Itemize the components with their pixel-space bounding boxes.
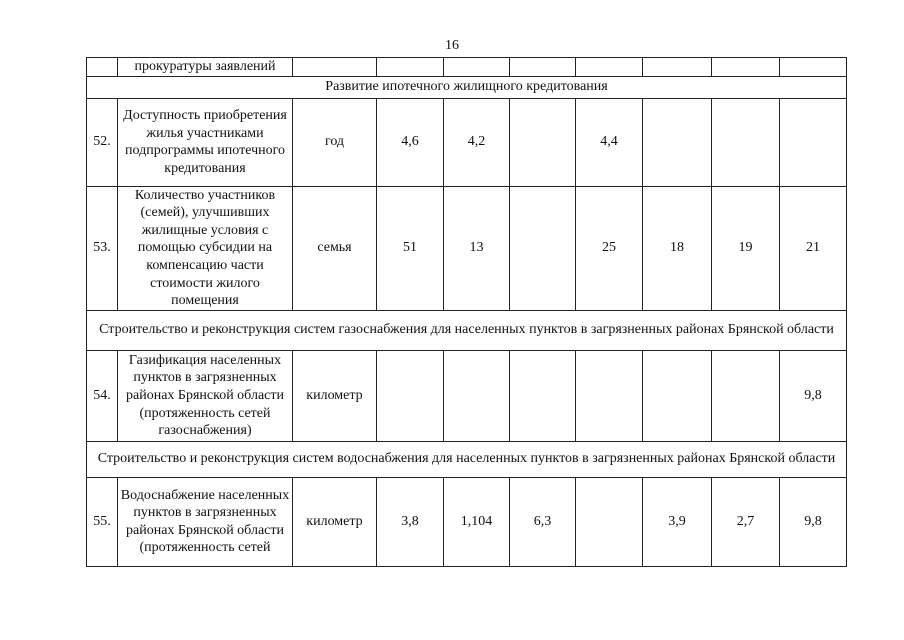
- cell-name: Водоснабжение населенных пунктов в загрязненных районах Брянской области (протяженность сетей: [118, 477, 293, 566]
- table-row: [87, 186, 847, 310]
- cell-value: 4,2: [444, 98, 510, 186]
- cell-value: 3,8: [377, 477, 444, 566]
- cell-num: 54.: [87, 350, 118, 441]
- cell-unit: семья: [293, 186, 377, 310]
- section-title: Развитие ипотечного жилищного кредитования: [87, 76, 847, 98]
- table-row-continuation: [87, 58, 847, 77]
- cell-value: 2,7: [712, 477, 780, 566]
- section-title: Строительство и реконструкция систем водоснабжения для населенных пунктов в загрязненных районах Брянской области: [87, 441, 847, 477]
- cell-value: [444, 350, 510, 441]
- cell-value: 1,104: [444, 477, 510, 566]
- cell-value: 3,9: [643, 477, 712, 566]
- cell-value: 18: [643, 186, 712, 310]
- section-row-mortgage: [87, 76, 847, 98]
- cell-name: Доступность приобретения жилья участниками подпрограммы ипотечного кредитования: [118, 98, 293, 186]
- cell-unit: километр: [293, 477, 377, 566]
- cell-unit: год: [293, 98, 377, 186]
- cell-value: [377, 350, 444, 441]
- cell-value: [510, 350, 576, 441]
- cell-num: 55.: [87, 477, 118, 566]
- cell-value: 13: [444, 186, 510, 310]
- cell-value: [510, 186, 576, 310]
- cell-value: 9,8: [780, 477, 847, 566]
- cell-value: 9,8: [780, 350, 847, 441]
- page-number: 16: [445, 38, 459, 53]
- cell-value: 25: [576, 186, 643, 310]
- cell-value: 21: [780, 186, 847, 310]
- cell-value: [576, 477, 643, 566]
- table-row: [87, 350, 847, 441]
- cell-name: Количество участников (семей), улучшивших жилищные условия с помощью субсидии на компенсацию части стоимости жилого помещения: [118, 186, 293, 310]
- section-title: Строительство и реконструкция систем газоснабжения для населенных пунктов в загрязненных районах Брянской области: [87, 310, 847, 350]
- cell-value: [510, 98, 576, 186]
- cell-value: 51: [377, 186, 444, 310]
- cell-num: 52.: [87, 98, 118, 186]
- indicators-table: [86, 57, 847, 567]
- cell-value: 4,6: [377, 98, 444, 186]
- cell-value: 6,3: [510, 477, 576, 566]
- cell-name: Газификация населенных пунктов в загрязненных районах Брянской области (протяженность сетей газоснабжения): [118, 350, 293, 441]
- cell-value: [712, 350, 780, 441]
- cell-value: [576, 350, 643, 441]
- cell-value: 19: [712, 186, 780, 310]
- cell-num: 53.: [87, 186, 118, 310]
- cell-value: [780, 98, 847, 186]
- table-row: [87, 477, 847, 566]
- cell-value: [643, 98, 712, 186]
- section-row-water: [87, 441, 847, 477]
- cell-value: [712, 98, 780, 186]
- table-row: [87, 98, 847, 186]
- section-row-gas: [87, 310, 847, 350]
- cell-value: 4,4: [576, 98, 643, 186]
- cell-name: прокуратуры заявлений: [118, 58, 293, 77]
- cell-unit: километр: [293, 350, 377, 441]
- cell-num: [87, 58, 118, 77]
- cell-value: [643, 350, 712, 441]
